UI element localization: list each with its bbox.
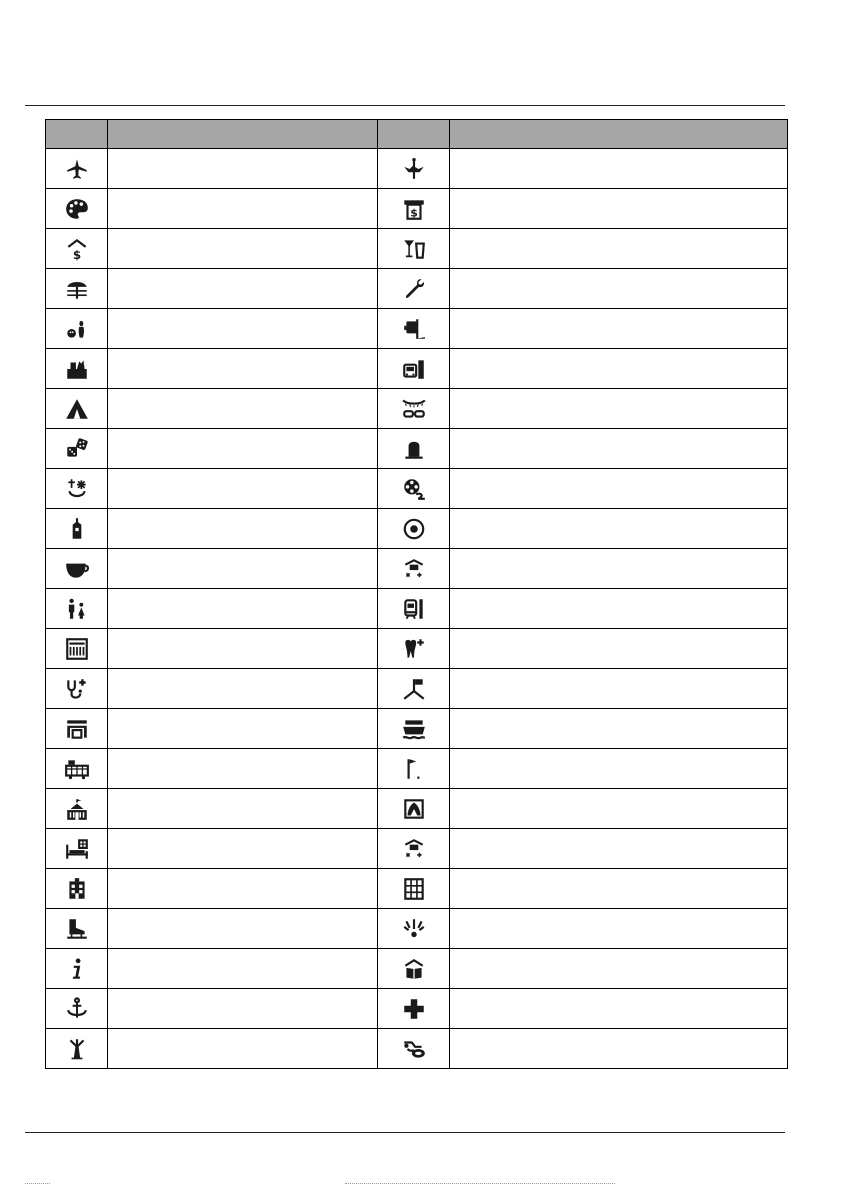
community-people-icon (46, 596, 107, 622)
information-icon (46, 956, 107, 982)
bar-cocktail-icon (378, 236, 449, 262)
ice-skate-icon (46, 916, 107, 942)
icon-cell (46, 829, 108, 869)
business-facility-icon (46, 356, 107, 382)
header-desc-col-1 (108, 120, 378, 149)
description-cell (108, 829, 378, 869)
table-row (46, 349, 788, 389)
icon-cell (46, 749, 108, 789)
description-cell (450, 389, 788, 429)
table-row (46, 149, 788, 189)
description-cell (450, 469, 788, 509)
description-cell (108, 309, 378, 349)
icon-cell (46, 189, 108, 229)
icon-cell (378, 229, 450, 269)
art-palette-icon (46, 196, 107, 222)
coffee-cup-icon (46, 556, 107, 582)
camping-tent-icon (46, 396, 107, 422)
exhibition-hall-icon (46, 716, 107, 742)
icon-cell (46, 709, 108, 749)
description-cell (108, 349, 378, 389)
icon-cell (378, 629, 450, 669)
svg-text:$: $ (72, 247, 81, 262)
icon-cell (46, 309, 108, 349)
hotel-building-icon (46, 876, 107, 902)
commuter-rail-icon (378, 596, 449, 622)
icon-cell (378, 549, 450, 589)
icon-cell (378, 589, 450, 629)
amusement-park-icon (378, 156, 449, 182)
table-row (46, 909, 788, 949)
icon-cell (46, 509, 108, 549)
marina-anchor-icon (46, 996, 107, 1022)
college-math-icon (378, 556, 449, 582)
icon-cell (378, 749, 450, 789)
table-row (46, 949, 788, 989)
footer-rule (25, 1132, 785, 1133)
description-cell (108, 949, 378, 989)
description-cell (108, 709, 378, 749)
beach-umbrella-icon (46, 276, 107, 302)
icon-cell (378, 389, 450, 429)
description-cell (108, 669, 378, 709)
icon-cell (378, 789, 450, 829)
icon-cell (378, 989, 450, 1029)
important-tourist-icon (378, 916, 449, 942)
table-row (46, 589, 788, 629)
description-cell (450, 549, 788, 589)
icon-cell (46, 909, 108, 949)
icon-cell (378, 909, 450, 949)
bus-station-icon (378, 356, 449, 382)
description-cell (108, 749, 378, 789)
icon-cell (46, 429, 108, 469)
description-cell (450, 709, 788, 749)
icon-cell (46, 269, 108, 309)
church-icon (46, 476, 107, 502)
dentist-tooth-icon (378, 636, 449, 662)
golf-flag-icon (378, 756, 449, 782)
description-cell (450, 989, 788, 1029)
header-icon-col-1 (46, 120, 108, 149)
description-cell (450, 429, 788, 469)
description-cell (450, 149, 788, 189)
description-cell (108, 869, 378, 909)
atm-icon (378, 196, 449, 222)
icon-cell (46, 629, 108, 669)
icon-cell (46, 549, 108, 589)
icon-cell (46, 469, 108, 509)
description-cell (108, 989, 378, 1029)
description-cell (108, 229, 378, 269)
fire-engine-icon (46, 756, 107, 782)
wrench-car-repair-icon (378, 276, 449, 302)
icon-cell (46, 349, 108, 389)
description-cell (450, 669, 788, 709)
cemetery-tombstone-icon (378, 436, 449, 462)
icon-cell (378, 469, 450, 509)
description-cell (450, 949, 788, 989)
icon-cell (46, 949, 108, 989)
monument-windmill-icon (46, 1036, 107, 1062)
airport-icon (46, 156, 107, 182)
description-cell (108, 469, 378, 509)
table-row (46, 309, 788, 349)
description-cell (108, 389, 378, 429)
description-cell (450, 309, 788, 349)
icon-cell (46, 149, 108, 189)
description-cell (108, 269, 378, 309)
city-tower-icon (46, 516, 107, 542)
table-row (46, 709, 788, 749)
icon-cell (46, 1029, 108, 1069)
table-row (46, 189, 788, 229)
icon-cell (378, 669, 450, 709)
icon-cell (46, 789, 108, 829)
table-row (46, 629, 788, 669)
icon-cell (378, 429, 450, 469)
poi-icon-table (45, 119, 788, 1069)
header-icon-col-2 (378, 120, 450, 149)
table-row (46, 789, 788, 829)
description-cell (108, 1029, 378, 1069)
icon-cell (46, 989, 108, 1029)
table-row (46, 389, 788, 429)
description-cell (108, 149, 378, 189)
description-cell (450, 349, 788, 389)
description-cell (108, 189, 378, 229)
table-row (46, 1029, 788, 1069)
description-cell (108, 549, 378, 589)
bowling-icon (46, 316, 107, 342)
icon-cell (378, 869, 450, 909)
icon-cell (378, 349, 450, 389)
description-cell (450, 229, 788, 269)
description-cell (450, 909, 788, 949)
description-cell (450, 789, 788, 829)
table-row (46, 989, 788, 1029)
table-row (46, 469, 788, 509)
icon-cell (378, 829, 450, 869)
description-cell (108, 429, 378, 469)
courthouse-icon (46, 636, 107, 662)
icon-cell (378, 709, 450, 749)
icon-cell (378, 189, 450, 229)
bank-icon (46, 236, 107, 262)
doctor-stethoscope-icon (46, 676, 107, 702)
embassy-flag-icon (378, 676, 449, 702)
header-rule (25, 105, 785, 106)
library-book-icon (378, 956, 449, 982)
icon-cell (378, 309, 450, 349)
higher-school-icon (378, 836, 449, 862)
table-row (46, 269, 788, 309)
hospital-bed-icon (46, 836, 107, 862)
car-rental-icon (378, 396, 449, 422)
description-cell (450, 829, 788, 869)
icon-cell (46, 229, 108, 269)
svg-text:$: $ (409, 206, 418, 220)
ferry-terminal-icon (378, 716, 449, 742)
description-cell (450, 1029, 788, 1069)
description-cell (450, 589, 788, 629)
table-row (46, 549, 788, 589)
description-cell (108, 789, 378, 829)
description-cell (450, 269, 788, 309)
table-row (46, 509, 788, 549)
table-row (46, 669, 788, 709)
city-center-icon (378, 516, 449, 542)
casino-dice-icon (46, 436, 107, 462)
icon-cell (378, 149, 450, 189)
description-cell (450, 629, 788, 669)
cinema-film-icon (378, 476, 449, 502)
government-office-icon (46, 796, 107, 822)
historic-monument-icon (378, 796, 449, 822)
icon-cell (46, 589, 108, 629)
icon-cell (46, 389, 108, 429)
table-row (46, 749, 788, 789)
description-cell (108, 629, 378, 669)
table-body (46, 149, 788, 1069)
icon-cell (378, 509, 450, 549)
table-header-row (46, 120, 788, 149)
medical-cross-icon (378, 996, 449, 1022)
icon-cell (46, 669, 108, 709)
description-cell (450, 509, 788, 549)
hotel-grid-icon (378, 876, 449, 902)
icon-cell (46, 869, 108, 909)
description-cell (450, 869, 788, 909)
description-cell (450, 749, 788, 789)
motorcycle-dealer-icon (378, 1036, 449, 1062)
bus-stop-icon (378, 316, 449, 342)
description-cell (108, 589, 378, 629)
description-cell (108, 909, 378, 949)
icon-cell (378, 269, 450, 309)
icon-cell (378, 1029, 450, 1069)
description-cell (108, 509, 378, 549)
table-row (46, 829, 788, 869)
header-desc-col-2 (450, 120, 788, 149)
table-row (46, 869, 788, 909)
icon-cell (378, 949, 450, 989)
table-row (46, 429, 788, 469)
table-row (46, 229, 788, 269)
scan-artifact (345, 1183, 615, 1184)
description-cell (450, 189, 788, 229)
scan-artifact (25, 1183, 50, 1184)
